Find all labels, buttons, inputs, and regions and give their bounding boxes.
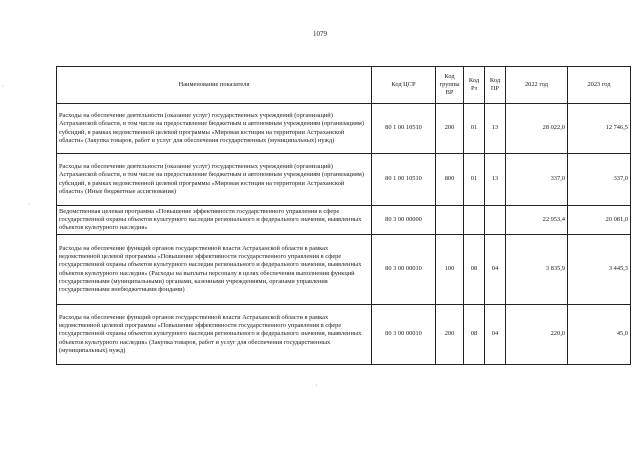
table-row (57, 305, 631, 365)
row-value-2022: 28 022,0 (506, 104, 568, 154)
scan-margin-mark: · (2, 84, 4, 90)
row-value-2022: 337,0 (506, 154, 568, 206)
row-value-2023: 3 445,3 (568, 235, 631, 305)
table-row (57, 154, 631, 206)
row-name: Расходы на обеспечение функций органов государственной власти Астраханской области в рамках ведомственной целевой программы «Повышение эффективности государственного управления в сфере государственной охраны объектов культурного наследия регионального и федерального значения, выявленных объектов культурного наследия» (Закупка товаров, работ и услуг для обеспечения государственных (муниципальных) нужд) (57, 305, 372, 365)
header-csr: Код ЦСР (372, 67, 436, 104)
row-value-2022: 22 953,4 (506, 206, 568, 235)
row-pr (485, 206, 506, 235)
scan-margin-mark: · (28, 202, 30, 208)
row-rz: 01 (464, 104, 485, 154)
row-value-2022: 220,0 (506, 305, 568, 365)
table-row (57, 104, 631, 154)
row-csr: 80 3 00 00000 (372, 206, 436, 235)
row-vr: 800 (436, 154, 464, 206)
row-rz (464, 206, 485, 235)
header-pr: Код ПР (485, 67, 506, 104)
row-value-2023: 20 081,0 (568, 206, 631, 235)
page-number: 1079 (313, 30, 327, 38)
row-vr: 100 (436, 235, 464, 305)
header-year-2023: 2023 год (568, 67, 631, 104)
row-csr: 80 3 00 00010 (372, 235, 436, 305)
row-csr: 80 3 00 00010 (372, 305, 436, 365)
table-row (57, 235, 631, 305)
header-name: Наименование показателя (57, 67, 372, 104)
row-value-2023: 45,0 (568, 305, 631, 365)
row-value-2023: 12 746,5 (568, 104, 631, 154)
row-rz: 08 (464, 305, 485, 365)
header-vr: Код группы ВР (436, 67, 464, 104)
row-name: Расходы на обеспечение деятельности (оказание услуг) государственных учреждений (организаций) Астраханской области, в том числе на предоставление бюджетным и автономным учреждениям (организациям) субсидий, в рамках ведомственной целевой программы «Мировая юстиция на территории Астраханской области» (Иные бюджетные ассигнования) (57, 154, 372, 206)
row-csr: 80 1 00 10510 (372, 104, 436, 154)
scan-dot-mark: . (316, 382, 318, 388)
row-value-2022: 3 835,9 (506, 235, 568, 305)
row-value-2023: 337,0 (568, 154, 631, 206)
row-pr: 04 (485, 235, 506, 305)
row-pr: 04 (485, 305, 506, 365)
table-header-row (57, 67, 631, 104)
table-row (57, 206, 631, 235)
row-name: Ведомственная целевая программа «Повышение эффективности государственного управления в сфере государственной охраны объектов культурного наследия регионального и федерального значения, выявленных объектов культурного наследия» (57, 206, 372, 235)
header-year-2022: 2022 год (506, 67, 568, 104)
header-rz: Код Рз (464, 67, 485, 104)
row-rz: 08 (464, 235, 485, 305)
row-rz: 01 (464, 154, 485, 206)
row-pr: 13 (485, 104, 506, 154)
row-csr: 80 1 00 10510 (372, 154, 436, 206)
row-vr: 200 (436, 104, 464, 154)
row-name: Расходы на обеспечение функций органов государственной власти Астраханской области в рамках ведомственной целевой программы «Повышение эффективности государственного управления в сфере государственной охраны объектов культурного наследия регионального и федерального значения, выявленных объектов культурного наследия» (Расходы на выплаты персоналу в целях обеспечения выполнения функций государственными (муниципальными) органами, казенными учреждениями, органами управления государственными внебюджетными фондами) (57, 235, 372, 305)
row-pr: 13 (485, 154, 506, 206)
row-vr (436, 206, 464, 235)
row-vr: 200 (436, 305, 464, 365)
row-name: Расходы на обеспечение деятельности (оказание услуг) государственных учреждений (организаций) Астраханской области, в том числе на предоставление бюджетным и автономным учреждениям (организациям) субсидий, в рамках ведомственной целевой программы «Мировая юстиция на территории Астраханской области» (Закупка товаров, работ и услуг для обеспечения государственных (муниципальных) нужд) (57, 104, 372, 154)
budget-table (56, 66, 631, 365)
